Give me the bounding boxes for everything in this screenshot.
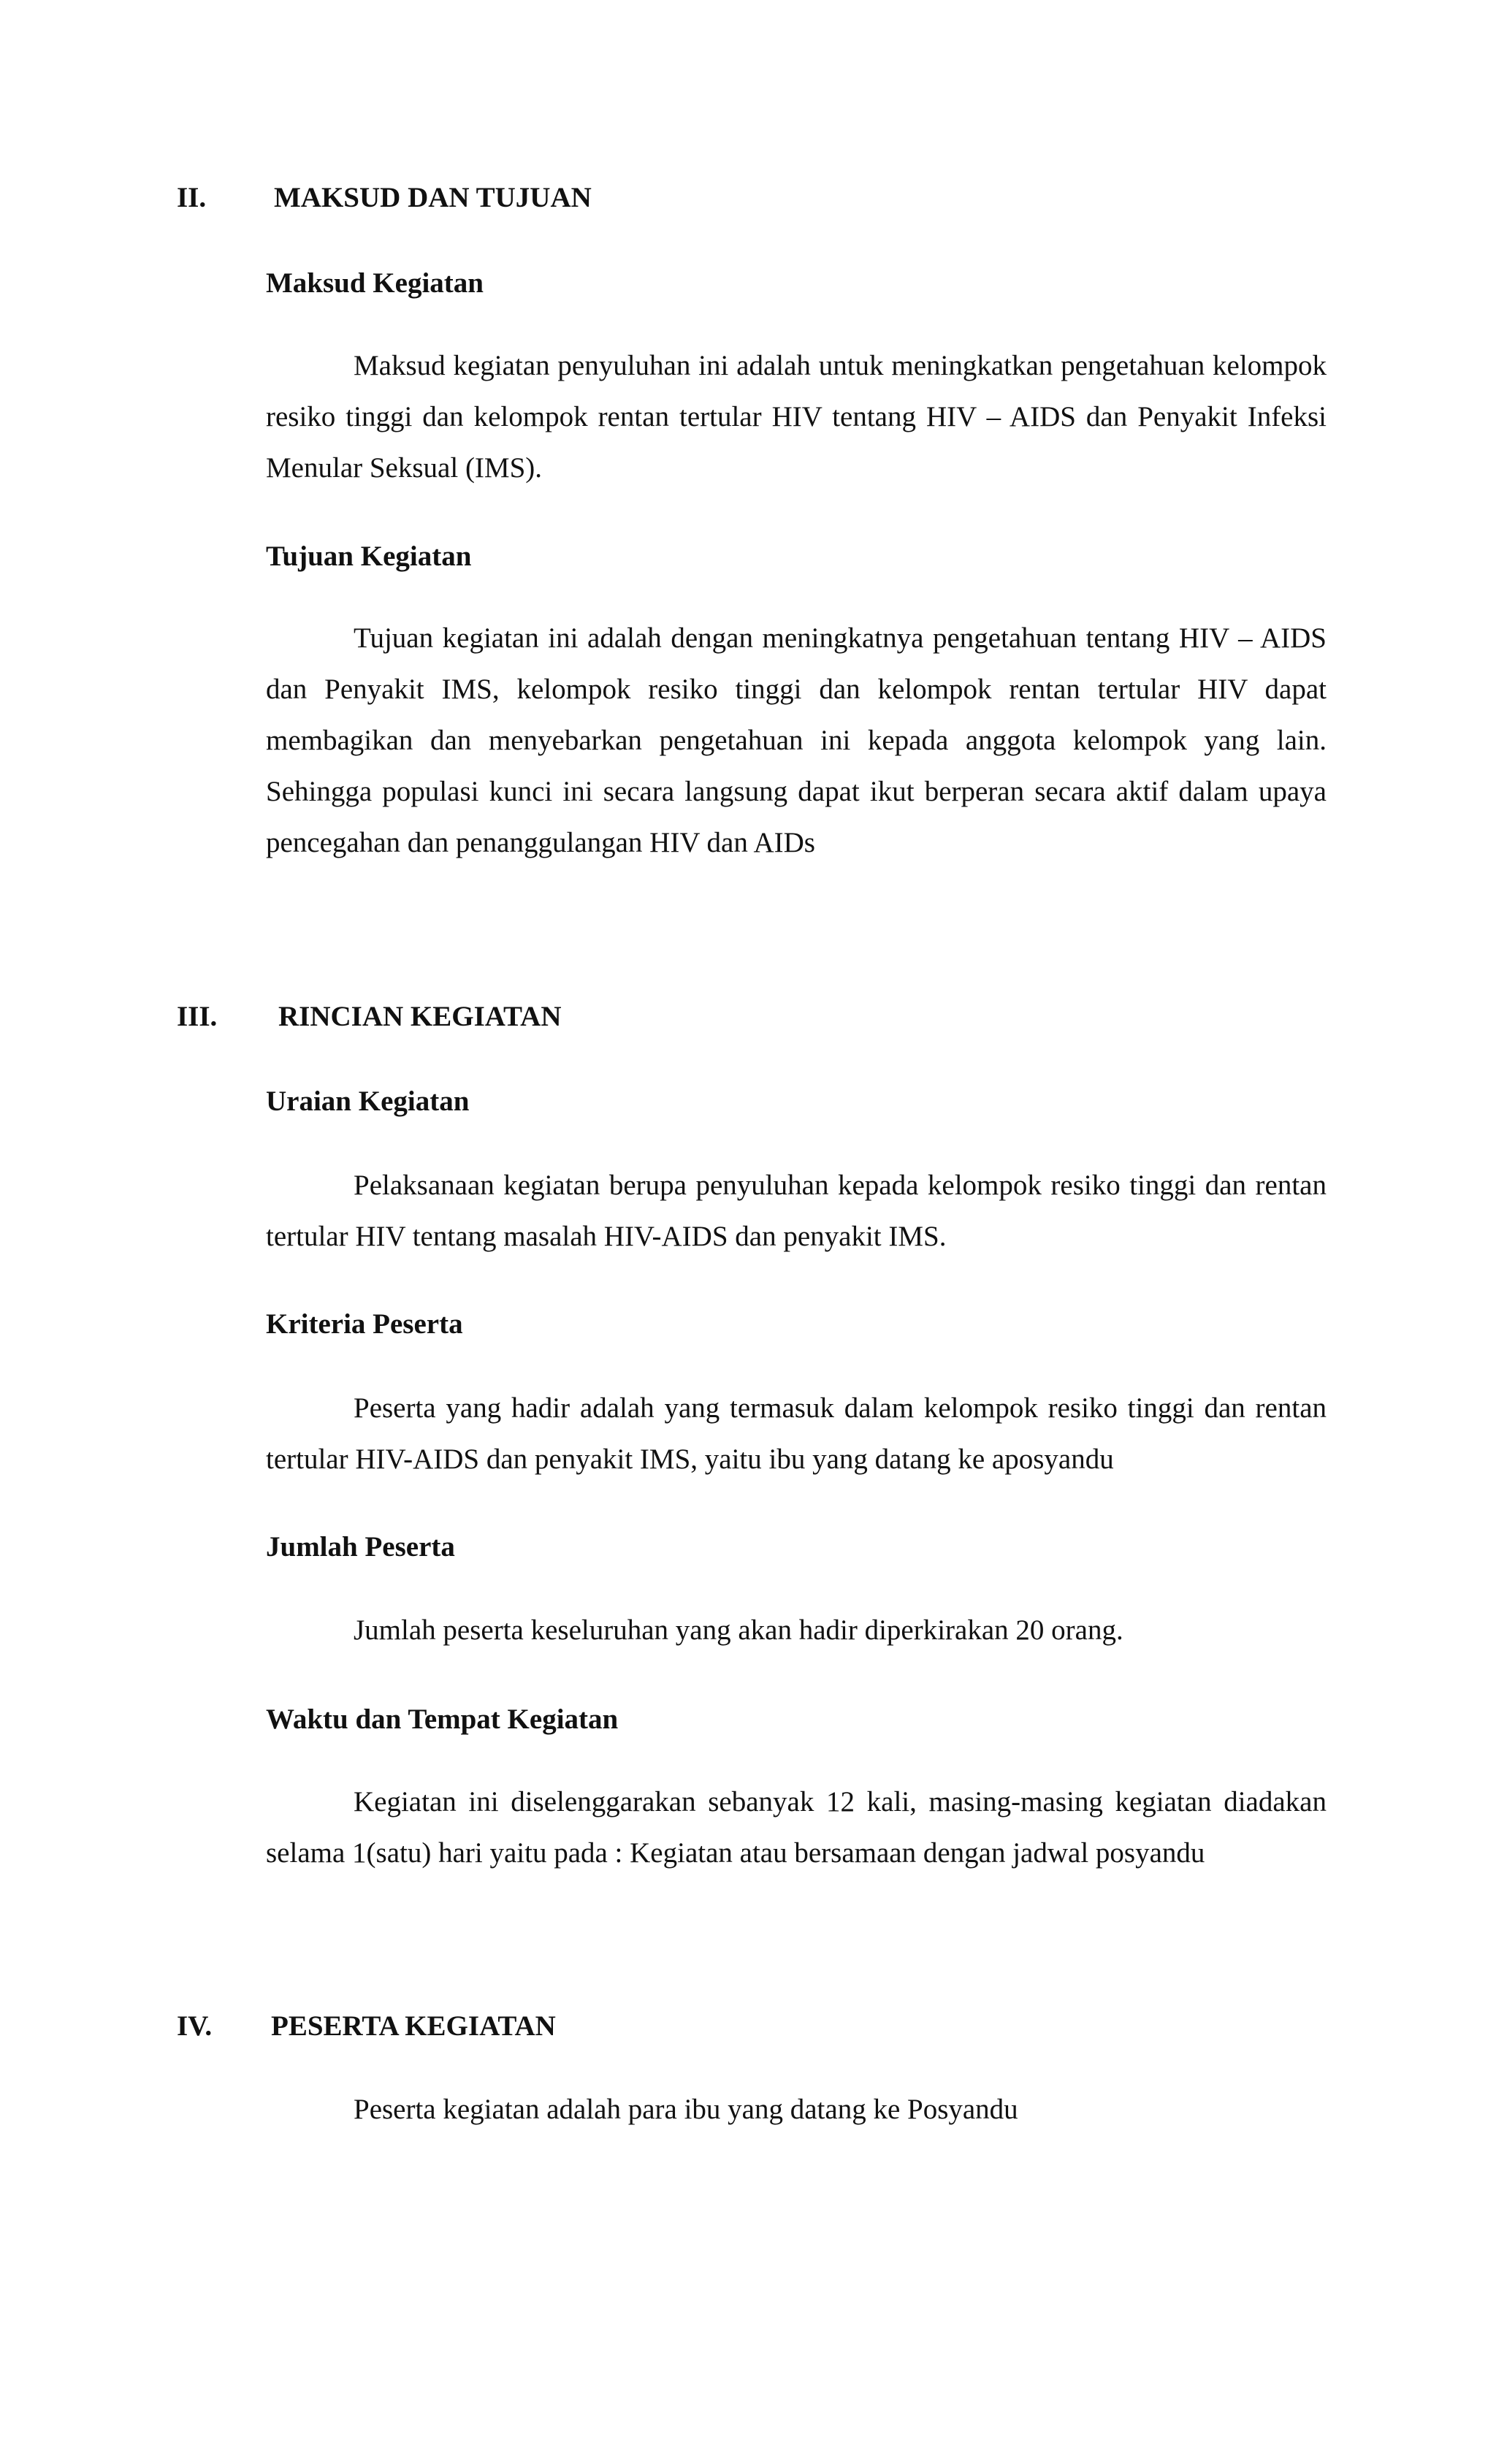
paragraph: Peserta yang hadir adalah yang termasuk dalam kelompok resiko tinggi dan rentan tertular HIV-AIDS dan penyakit IMS, yaitu ibu yang datang ke aposyandu: [266, 1392, 1327, 1475]
section-number: III.: [177, 1001, 218, 1032]
subsection-heading: Tujuan Kegiatan: [266, 541, 472, 572]
subsection-heading: Jumlah Peserta: [266, 1531, 455, 1563]
paragraph: Kegiatan ini diselenggarakan sebanyak 12 kali, masing-masing kegiatan diadakan selama 1(satu) hari yaitu pada : Kegiatan atau bersamaan dengan jadwal posyandu: [266, 1786, 1327, 1869]
paragraph: Maksud kegiatan penyuluhan ini adalah untuk meningkatkan pengetahuan kelompok resiko tinggi dan kelompok rentan tertular HIV tentang HIV – AIDS dan Penyakit Infeksi Menular Seksual (IMS).: [266, 350, 1327, 484]
paragraph: Tujuan kegiatan ini adalah dengan meningkatnya pengetahuan tentang HIV – AIDS dan Penyakit IMS, kelompok resiko tinggi dan kelompok rentan tertular HIV dapat membagikan dan menyebarkan pengetahuan ini kepada anggota kelompok yang lain. Sehingga populasi kunci ini secara langsung dapat ikut berperan secara aktif dalam upaya pencegahan dan penanggulangan HIV dan AIDs: [266, 622, 1327, 858]
section-number: IV.: [177, 2010, 213, 2042]
section-title: MAKSUD DAN TUJUAN: [274, 182, 592, 213]
subsection-heading: Waktu dan Tempat Kegiatan: [266, 1704, 619, 1735]
subsection-heading: Kriteria Peserta: [266, 1308, 463, 1340]
paragraph: Pelaksanaan kegiatan berupa penyuluhan kepada kelompok resiko tinggi dan rentan tertular HIV tentang masalah HIV-AIDS dan penyakit IMS.: [266, 1170, 1327, 1252]
subsection-heading: Uraian Kegiatan: [266, 1086, 470, 1117]
paragraph: Jumlah peserta keseluruhan yang akan hadir diperkirakan 20 orang.: [354, 1614, 1123, 1646]
subsection-heading: Maksud Kegiatan: [266, 267, 484, 299]
section-title: PESERTA KEGIATAN: [271, 2010, 556, 2042]
section-title: RINCIAN KEGIATAN: [278, 1001, 562, 1032]
paragraph: Peserta kegiatan adalah para ibu yang datang ke Posyandu: [354, 2094, 1018, 2125]
section-number: II.: [177, 182, 207, 213]
